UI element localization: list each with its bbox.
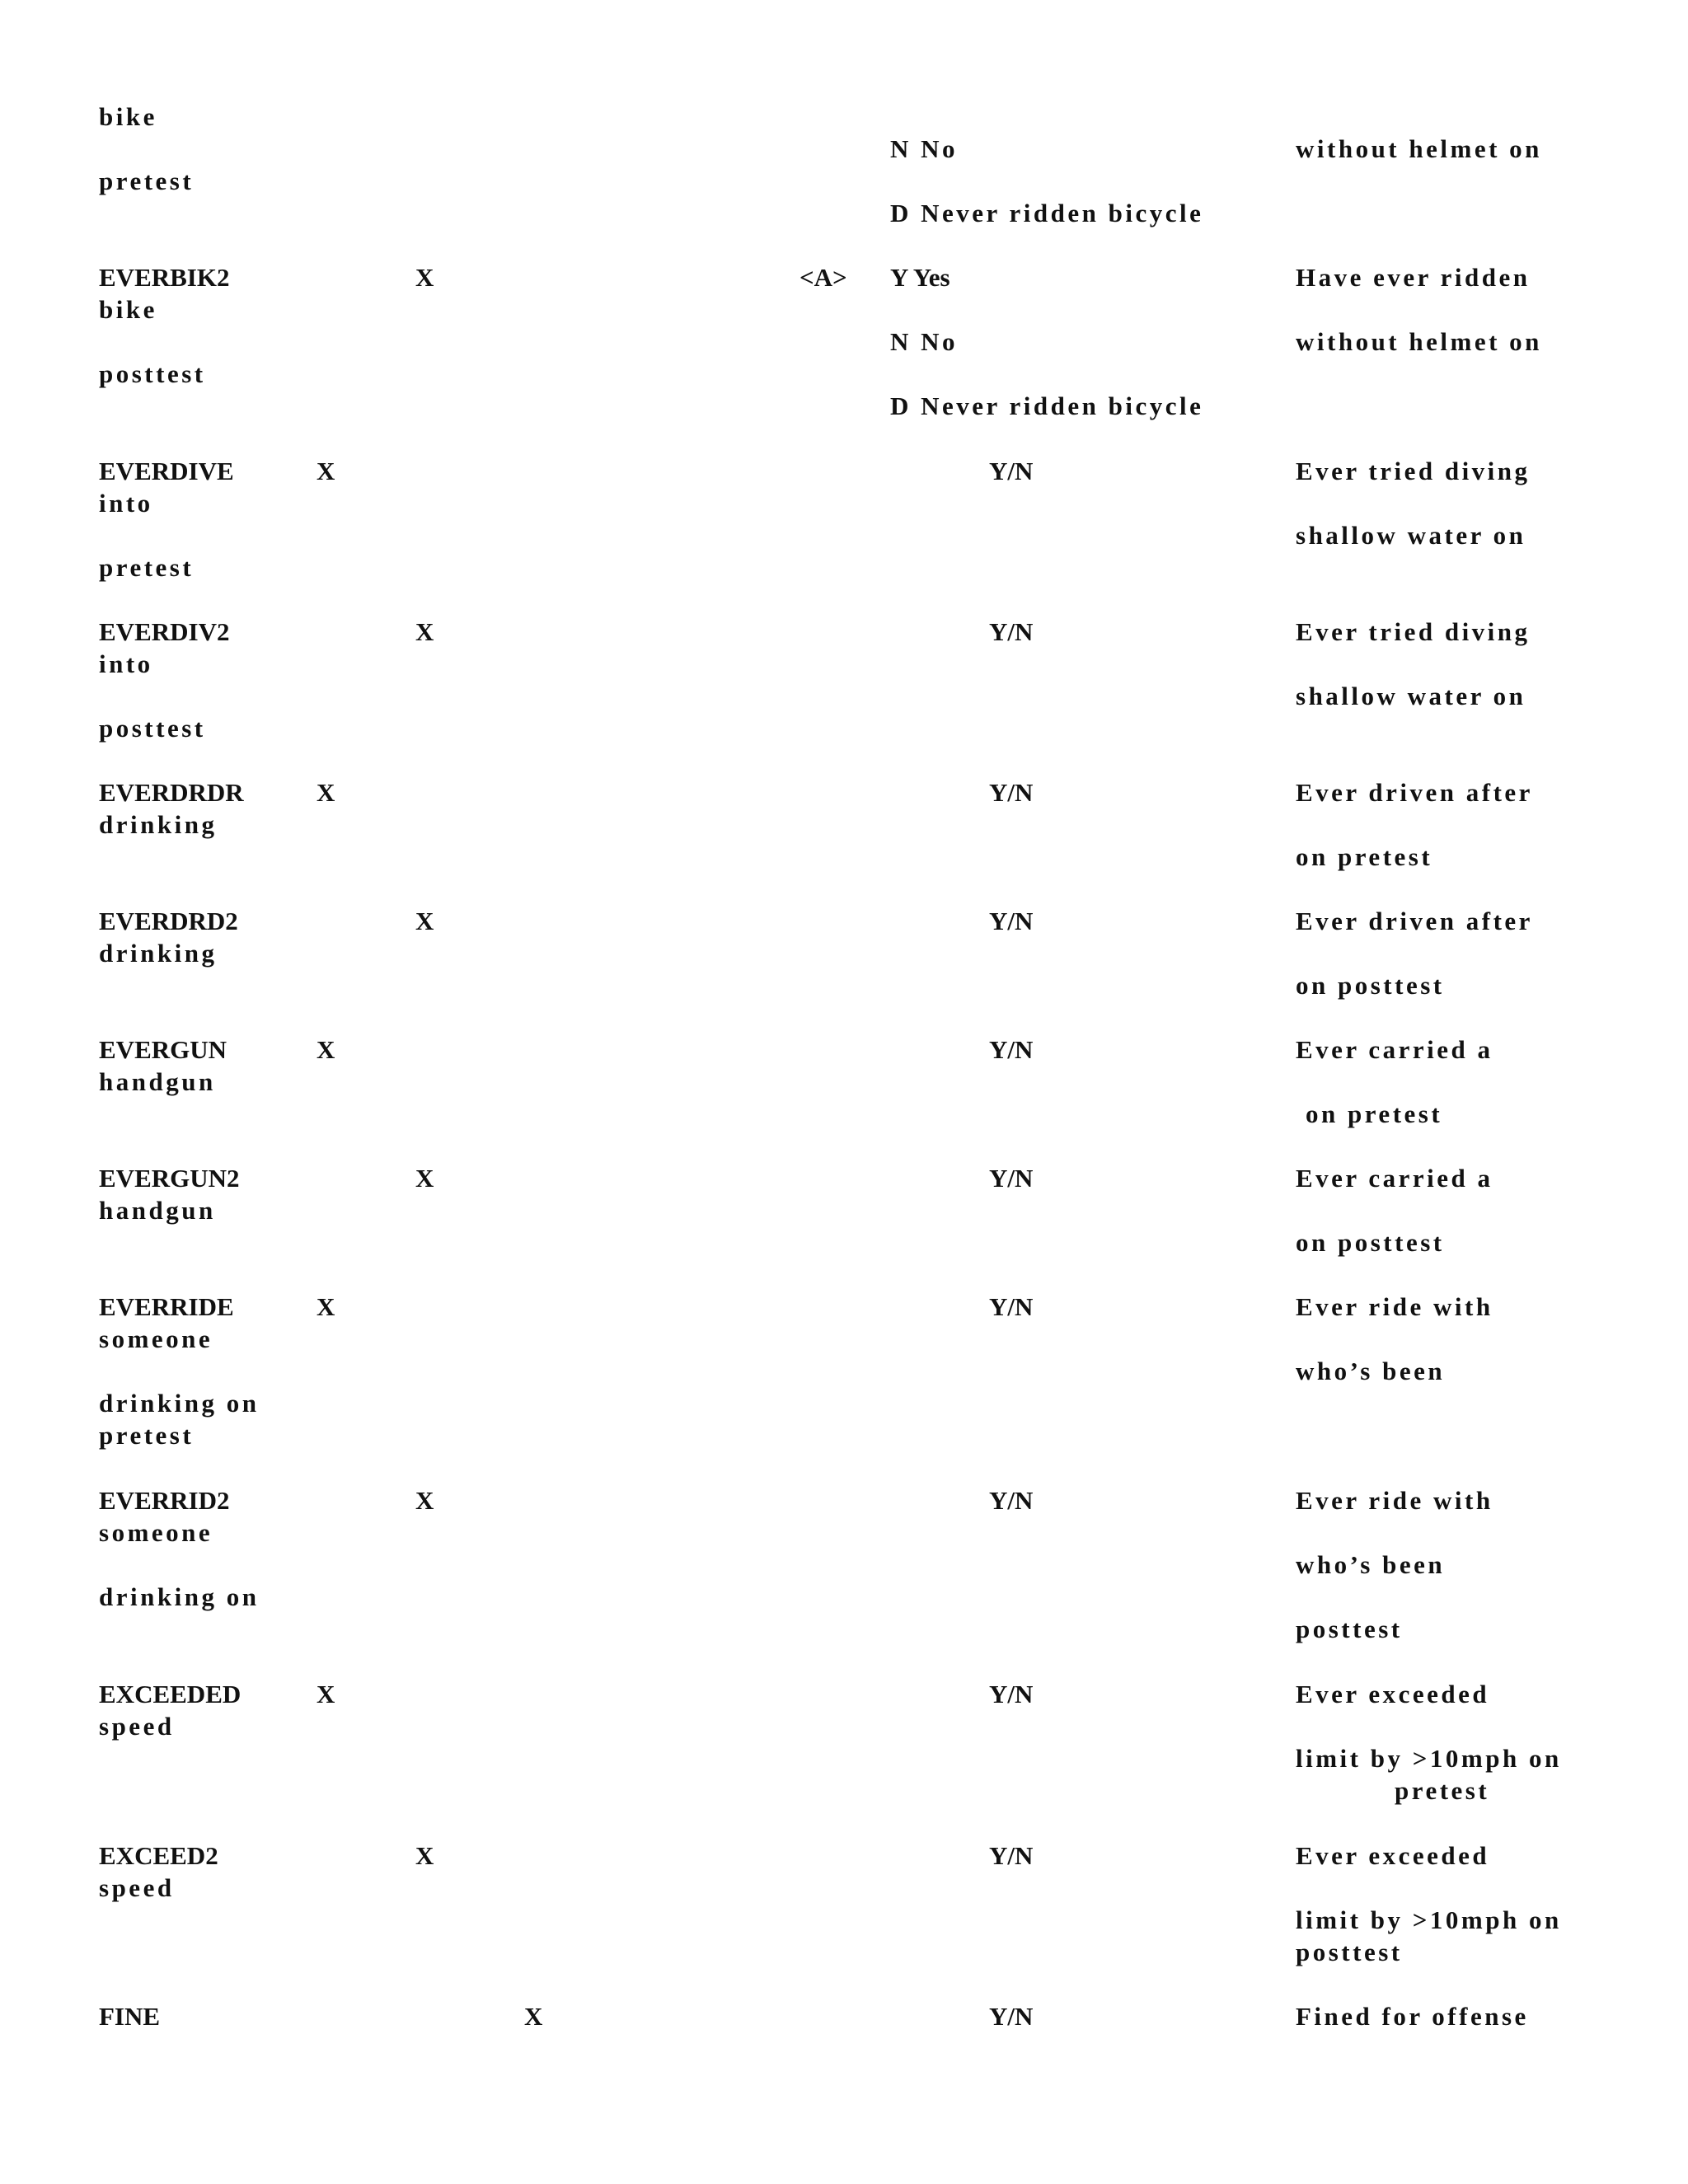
row-7-value: Y/N	[989, 1164, 1034, 1193]
row-2-desc-2: shallow water on	[1296, 521, 1526, 550]
row-8-cont-2: drinking on	[99, 1389, 260, 1418]
row-5-variable: EVERDRD2	[99, 907, 238, 935]
row-7-desc-2: on posttest	[1296, 1228, 1445, 1257]
row-2-cont-1: into	[99, 489, 153, 518]
row-9-value: Y/N	[989, 1486, 1034, 1515]
row-8-mark-1: X	[316, 1292, 335, 1321]
row-11-variable: EXCEED2	[99, 1841, 218, 1870]
row-3-desc-2: shallow water on	[1296, 682, 1526, 710]
row-8-desc-1: Ever ride with	[1296, 1292, 1493, 1321]
row-6-value: Y/N	[989, 1035, 1034, 1064]
row-4-value: Y/N	[989, 778, 1034, 807]
row-1-desc-2: without helmet on	[1296, 327, 1542, 356]
row-11-desc-3: posttest	[1296, 1938, 1403, 1966]
row-6-variable: EVERGUN	[99, 1035, 227, 1064]
row-2-mark-1: X	[316, 457, 335, 485]
row-2-value: Y/N	[989, 457, 1034, 485]
row-11-value: Y/N	[989, 1841, 1034, 1870]
row-4-cont-1: drinking	[99, 810, 218, 839]
row-1-mark-2: X	[415, 263, 434, 292]
row-9-desc-2: who’s been	[1296, 1550, 1446, 1579]
row-5-mark-2: X	[415, 907, 434, 935]
row-10-mark-1: X	[316, 1680, 335, 1708]
row-10-cont-1: speed	[99, 1712, 175, 1741]
row-0-value-2: N No	[890, 134, 959, 163]
row-0-desc-2: without helmet on	[1296, 134, 1542, 163]
row-9-desc-3: posttest	[1296, 1615, 1403, 1643]
row-4-desc-2: on pretest	[1296, 842, 1433, 871]
row-1-value-3: D Never ridden bicycle	[890, 391, 1204, 420]
row-4-mark-1: X	[316, 778, 335, 807]
row-9-variable: EVERRID2	[99, 1486, 230, 1515]
row-0-cont-1: bike	[99, 102, 157, 131]
row-9-cont-2: drinking on	[99, 1582, 260, 1611]
row-7-cont-1: handgun	[99, 1196, 216, 1225]
row-10-desc-3: pretest	[1395, 1776, 1490, 1805]
row-8-cont-3: pretest	[99, 1421, 195, 1450]
row-6-cont-1: handgun	[99, 1067, 216, 1096]
row-12-variable: FINE	[99, 2002, 161, 2031]
row-12-mark-3: X	[524, 2002, 543, 2031]
row-12-value: Y/N	[989, 2002, 1034, 2031]
row-9-cont-1: someone	[99, 1518, 213, 1547]
row-0-cont-2: pretest	[99, 166, 195, 195]
row-1-cont-2: posttest	[99, 359, 206, 388]
row-3-desc-1: Ever tried diving	[1296, 617, 1531, 646]
row-10-variable: EXCEEDED	[99, 1680, 241, 1708]
row-1-value-1: Y Yes	[890, 263, 950, 292]
row-11-mark-2: X	[415, 1841, 434, 1870]
row-6-desc-1: Ever carried a	[1296, 1035, 1493, 1064]
row-2-cont-2: pretest	[99, 553, 195, 582]
row-1-code: <A>	[799, 263, 847, 292]
row-3-value: Y/N	[989, 617, 1034, 646]
row-9-mark-2: X	[415, 1486, 434, 1515]
row-5-cont-1: drinking	[99, 939, 218, 968]
row-12-desc-1: Fined for offense	[1296, 2002, 1529, 2031]
row-1-cont-1: bike	[99, 295, 157, 324]
row-7-mark-2: X	[415, 1164, 434, 1193]
row-9-desc-1: Ever ride with	[1296, 1486, 1493, 1515]
row-11-desc-2: limit by >10mph on	[1296, 1905, 1562, 1934]
row-10-value: Y/N	[989, 1680, 1034, 1708]
row-11-desc-1: Ever exceeded	[1296, 1841, 1490, 1870]
row-0-value-3: D Never ridden bicycle	[890, 199, 1204, 227]
row-2-variable: EVERDIVE	[99, 457, 234, 485]
row-8-desc-2: who’s been	[1296, 1357, 1446, 1385]
row-10-desc-2: limit by >10mph on	[1296, 1744, 1562, 1773]
row-3-mark-2: X	[415, 617, 434, 646]
row-3-cont-1: into	[99, 649, 153, 678]
row-1-variable: EVERBIK2	[99, 263, 230, 292]
row-11-cont-1: speed	[99, 1873, 175, 1902]
row-4-desc-1: Ever driven after	[1296, 778, 1533, 807]
row-6-desc-2: on pretest	[1306, 1099, 1443, 1128]
row-6-mark-1: X	[316, 1035, 335, 1064]
row-10-desc-1: Ever exceeded	[1296, 1680, 1490, 1708]
row-3-variable: EVERDIV2	[99, 617, 230, 646]
row-5-value: Y/N	[989, 907, 1034, 935]
row-3-cont-2: posttest	[99, 714, 206, 743]
row-8-variable: EVERRIDE	[99, 1292, 234, 1321]
row-8-value: Y/N	[989, 1292, 1034, 1321]
row-8-cont-1: someone	[99, 1324, 213, 1353]
row-5-desc-2: on posttest	[1296, 971, 1445, 1000]
row-4-variable: EVERDRDR	[99, 778, 244, 807]
row-2-desc-1: Ever tried diving	[1296, 457, 1531, 485]
row-1-value-2: N No	[890, 327, 959, 356]
row-7-variable: EVERGUN2	[99, 1164, 240, 1193]
row-7-desc-1: Ever carried a	[1296, 1164, 1493, 1193]
row-5-desc-1: Ever driven after	[1296, 907, 1533, 935]
row-1-desc-1: Have ever ridden	[1296, 263, 1531, 292]
